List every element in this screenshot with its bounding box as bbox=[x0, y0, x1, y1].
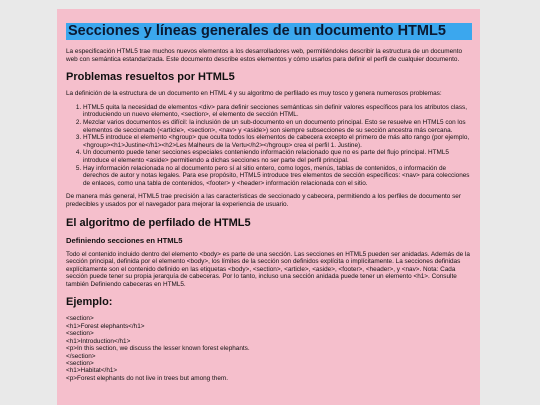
list-item: 5. Hay información relacionada no al documento pero sí al sitio entero, como logos, menús, tablas de contenidos, o información de derechos de autor y notas legales. Para ese propósito, HTML5 introduce tres elementos de sección específicos: <nav> para colecciones de enlaces, como una tabla de contenidos, <footer> y <header> información relacionada con el sitio. bbox=[83, 165, 472, 188]
document-page bbox=[57, 9, 480, 405]
list-item: 2. Mezclar varios documentos es difícil: la inclusión de un sub-documento en un documento principal. Esto se resuelve en HTML5 con los elementos de seccionado (<article>, <section>, <nav> y <aside>) son siempre subsecciones de su sección ancestra más cercana. bbox=[83, 119, 472, 134]
list-item: 4. Un documento puede tener secciones especiales conteniendo información relacionado que no es parte del flujo principal. HTML5 introduce el elemento <aside> permitiendo a dichas secciones no ser parte del perfil principal. bbox=[83, 149, 472, 164]
problems-paragraph: La definición de la estructura de un documento en HTML 4 y su algoritmo de perfilado es muy tosco y genera numerosos problemas: bbox=[66, 90, 442, 98]
intro-paragraph: La especificación HTML5 trae muchos nuevos elementos a los desarrolladores web, permitiéndoles describir la estructura de un documento web con semántica estandarizada. Este documento describe estos elementos y cómo usarlos para definir el perfil de cualquier documento. bbox=[66, 48, 463, 63]
algorithm-heading: El algoritmo de perfilado de HTML5 bbox=[66, 216, 251, 229]
list-item: 1. HTML5 quita la necesidad de elementos <div> para definir secciones semánticas sin definir valores específicos para los atributos class, introduciendo un nuevo elemento, <section>, el elemento de sección HTML. bbox=[83, 104, 472, 119]
example-code: <section> <h1>Forest elephants</h1> <section> <h1>Introduction</h1> <p>In this section, we discuss the lesser known forest elephants. </section> <section> <h1>Habitat</h1> <p>Forest elephants do not live in trees but among them. bbox=[66, 315, 250, 382]
sections-paragraph: Todo el contenido incluido dentro del elemento <body> es parte de una sección. Las secciones en HTML5 pueden ser anidadas. Además de la sección principal, definida por el elemento <body>, los límites de la sección son definidos explícita o implícitamente. La secciones definidas explícitamente son el contenido definido en las etiquetas <body>, <section>, <article>, <aside>, <footer>, <header>, y <nav>. Nota: Cada sección puede tener su propia jerarquía de cabeceras. Por lo tanto, incluso una sección anidada puede tener un elemento <h1>. Consulte también Definiendo cabeceras en HTML5. bbox=[66, 250, 470, 288]
list-item: 3. HTML5 introduce el elemento <hgroup> que oculta todos los elementos de cabecera excepto el primero de más alto rango (por ejemplo, <hgroup><h1>Justine</h1><h2>Les Malheurs de la Vertu</h2></hgroup> crea el perfil 1. Justine). bbox=[83, 134, 472, 149]
page-title: Secciones y líneas generales de un documento HTML5 bbox=[66, 23, 472, 40]
problems-list bbox=[66, 104, 472, 188]
example-heading: Ejemplo: bbox=[66, 296, 113, 309]
problems-closing: De manera más general, HTML5 trae precisión a las características de seccionado y cabecera, permitiendo a los perfiles de documento ser predecibles y usados por el navegador para mejorar la experiencia de usuario. bbox=[66, 193, 461, 208]
problems-heading: Problemas resueltos por HTML5 bbox=[66, 71, 235, 84]
sections-subheading: Definiendo secciones en HTML5 bbox=[66, 235, 183, 245]
